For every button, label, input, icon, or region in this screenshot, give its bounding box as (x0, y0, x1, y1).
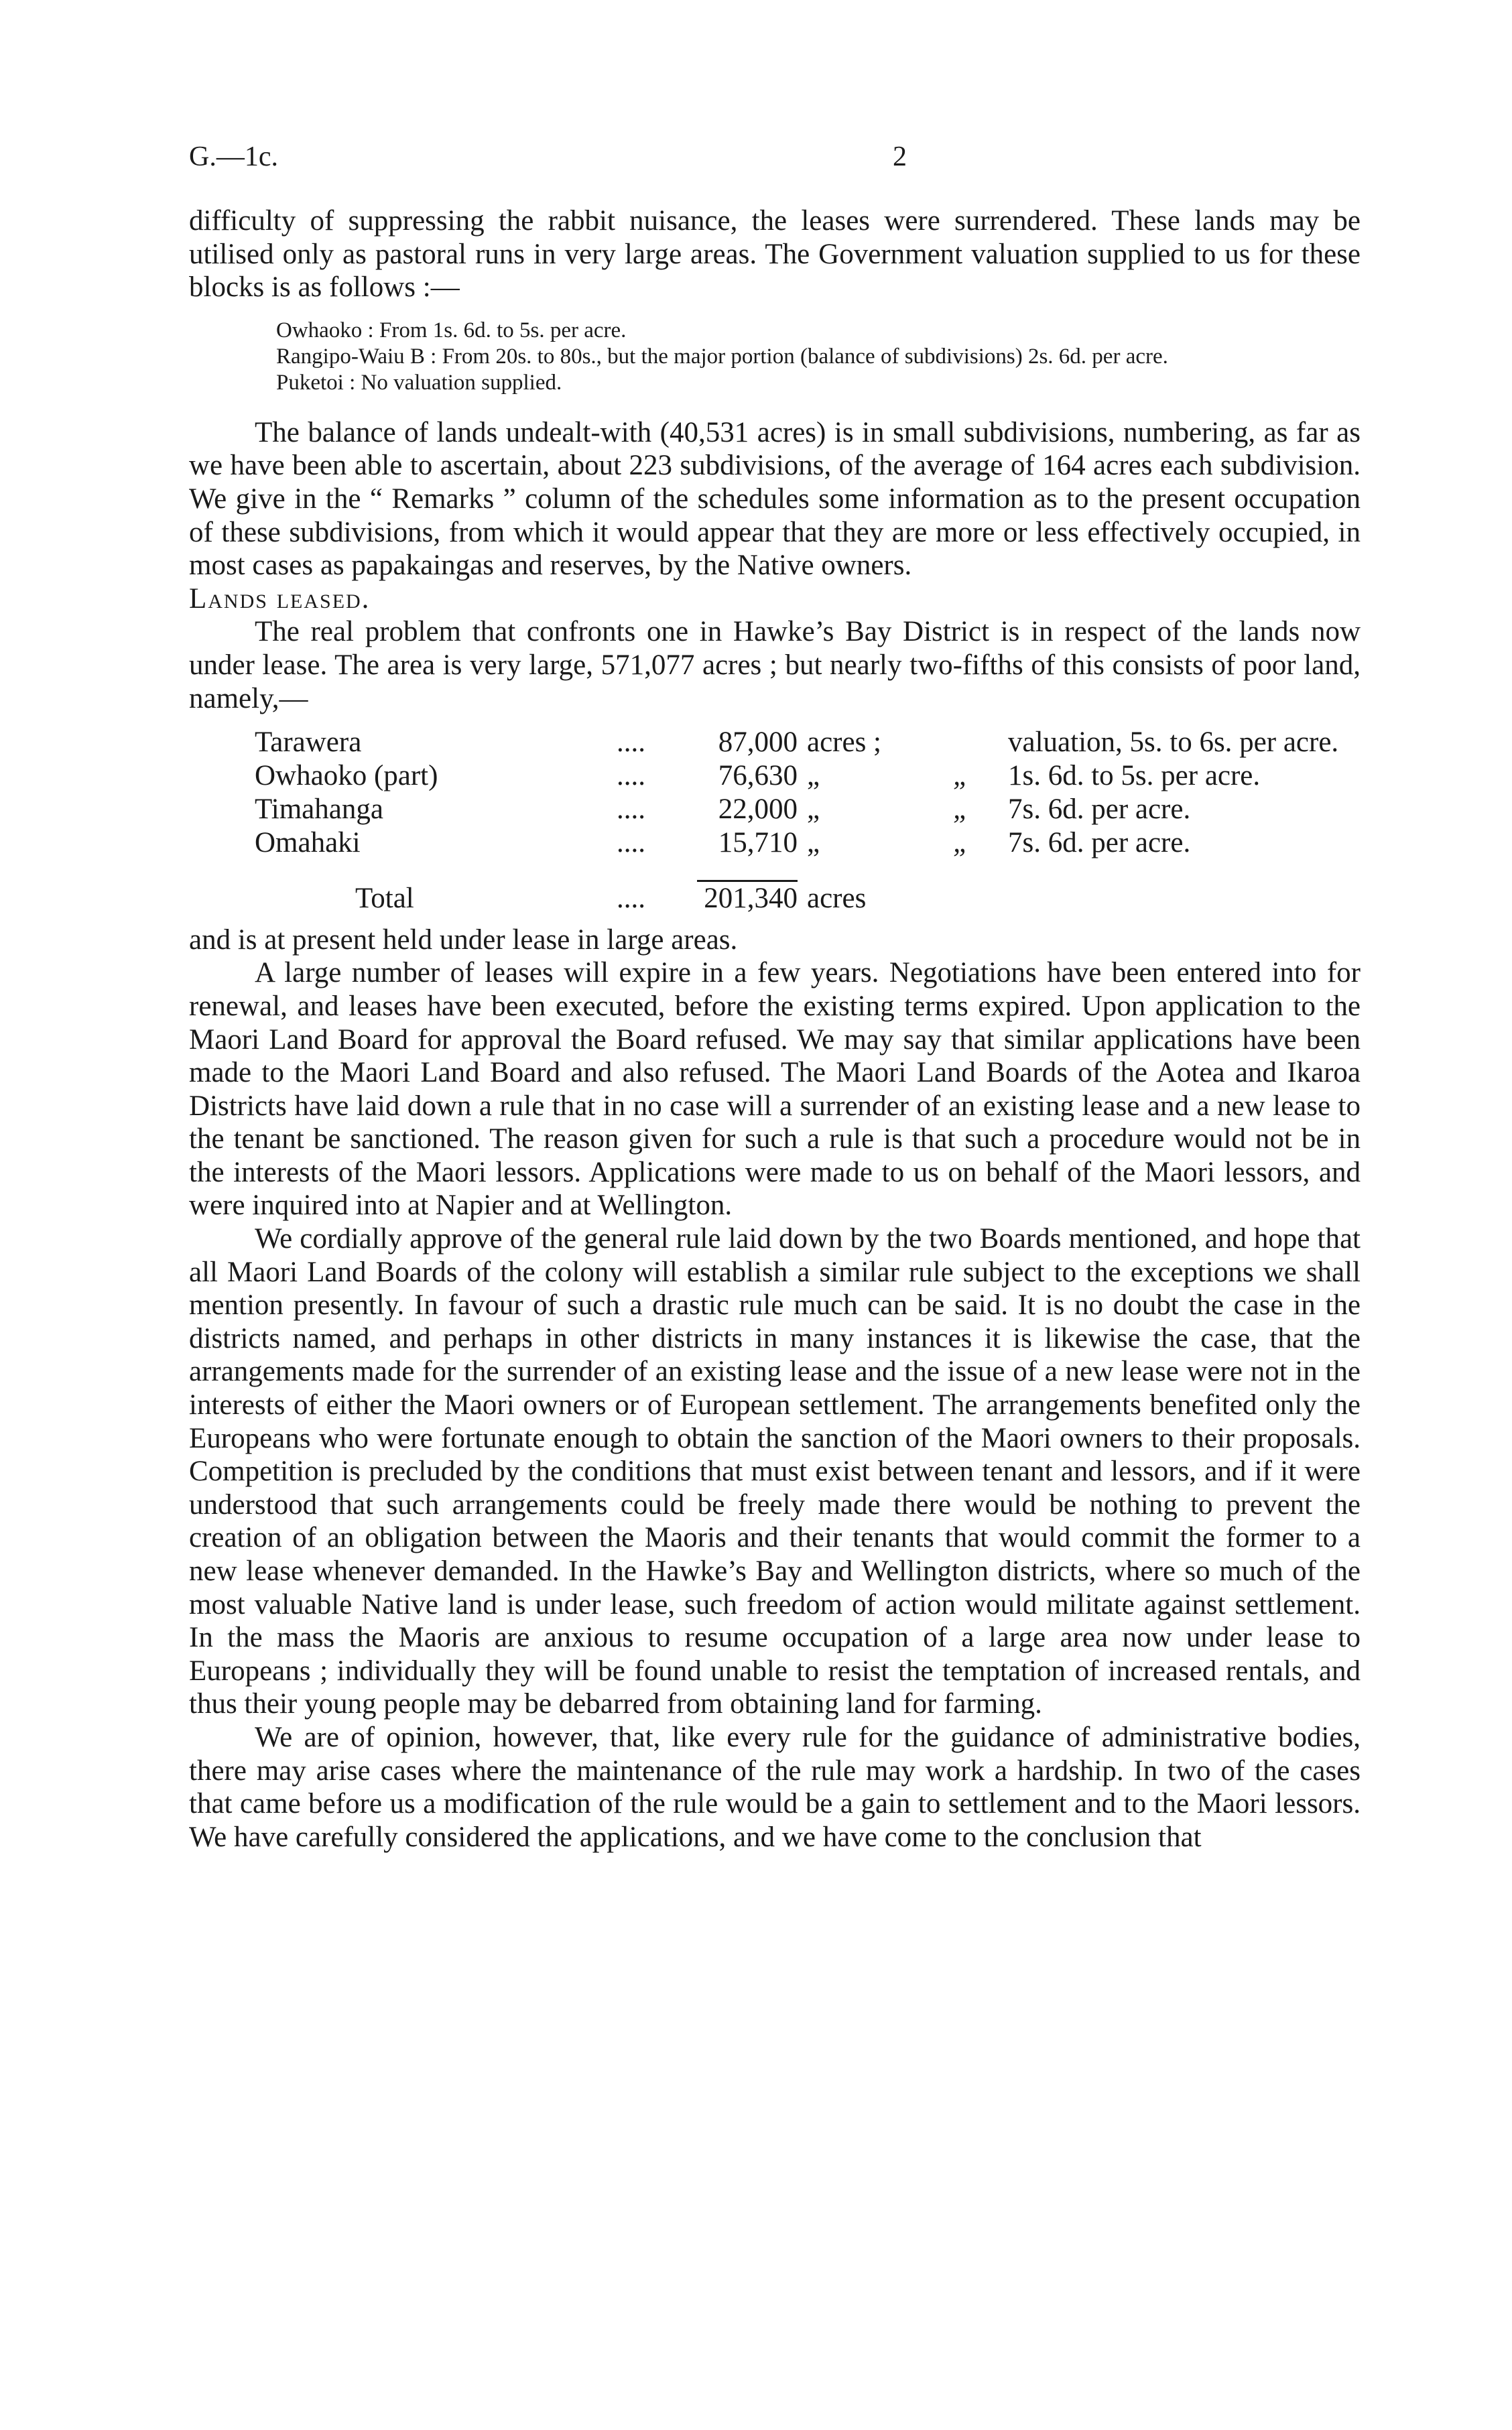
paragraph-general-rule: We cordially approve of the general rule laid down by the two Boards mentioned, and hope that all Maori Land Boards of the colony will establish a similar rule subject to the exceptions we shall mention presently. In favour of such a drastic rule much can be said. It is no doubt the case in the districts named, and perhaps in other districts in many instances it is likewise the case, that the arrangements made for the surrender of an existing lease and the issue of a new lease were not in the interests of either the Maori owners or of European settlement. The arrangements benefited only the Europeans who were fortunate enough to obtain the sanction of the Maori owners to their proposals. Competition is precluded by the conditions that must exist between tenant and lessors, and if it were understood that such arrangements could be freely made there would be nothing to prevent the creation of an obligation between the Maoris and their tenants that would commit the former to a new lease whenever demanded. In the Hawke’s Bay and Wellington districts, where so much of the most valuable Native land is under lease, such freedom of action would militate against settlement. In the mass the Maoris are anxious to resume occupation of a large area now under lease to Europeans ; individually they will be found unable to resist the temptation of increased rentals, and thus their young people may be debarred from obtaining land for farming. (189, 1223, 1361, 1720)
acres-unit: „ (807, 760, 820, 792)
table-row (255, 793, 1338, 826)
leader-dots: .... (617, 883, 645, 915)
ditto-mark: „ (953, 827, 969, 859)
page-number: 2 (893, 141, 907, 172)
block-valuation: valuation, 5s. to 6s. per acre. (1008, 726, 1339, 759)
section-heading: Lands leased. (189, 582, 371, 615)
table-row (255, 759, 1338, 793)
ditto-mark: „ (953, 793, 969, 826)
paragraph-leases-expire: A large number of leases will expire in a few years. Negotiations have been entered into for renewal, and leases have been executed, before the existing terms expired. Upon application to the Maori Land Board for approval the Board refused. We may say that similar applications have been made to the Maori Land Board and also refused. The Maori Land Boards of the Aotea and Ikaroa Districts have laid down a rule that in no case will a surrender of an existing lease and a new lease to the tenant be sanctioned. The reason given for such a rule is that such a procedure would not be in the interests of the Maori lessors. Applications were made to us on behalf of the Maori lessors, and were inquired into at Napier and at Wellington. (189, 957, 1361, 1222)
total-label: Total (355, 883, 414, 915)
block-acres: 22,000 (718, 793, 798, 826)
block-acres: 87,000 (718, 726, 798, 759)
valuation-item: Rangipo-Waiu B : From 20s. to 80s., but the major portion (balance of subdivisions) 2s. 6d. per acre. (276, 344, 1168, 369)
leader-dots: .... (617, 793, 645, 826)
total-unit: acres (807, 883, 867, 915)
leader-dots: .... (617, 827, 645, 859)
block-acres: 76,630 (718, 760, 798, 792)
paragraph-undealt-lands: The balance of lands undealt-with (40,531 acres) is in small subdivisions, numbering, as far as we have been able to ascertain, about 223 subdivisions, of the average of 164 acres each subdivision. We give in the “ Remarks ” column of the schedules some information as to the present occupation of these subdivisions, from which it would appear that they are more or less effectively occupied, in most cases as papakaingas and reserves, by the Native owners. (189, 416, 1361, 582)
page-body (189, 204, 1361, 1854)
total-rule (697, 880, 798, 882)
page-header (189, 141, 1362, 181)
ditto-mark (921, 726, 1001, 759)
block-name: Tarawera (255, 726, 362, 759)
leader-dots: .... (617, 760, 645, 792)
acres-unit: „ (807, 793, 820, 826)
table-total-row (255, 860, 1338, 915)
leader-dots: .... (617, 726, 645, 759)
total-acres-value: 201,340 (704, 883, 798, 915)
paragraph-continuation: difficulty of suppressing the rabbit nuisance, the leases were surrendered. These lands may be utilised only as pastoral runs in very large areas. The Government valuation supplied to us for these blocks is as follows :— (189, 205, 1361, 304)
valuation-list (189, 318, 1361, 396)
table-row (255, 826, 1338, 860)
block-valuation: 1s. 6d. to 5s. per acre. (1008, 760, 1261, 792)
block-name: Owhaoko (part) (255, 760, 438, 792)
total-acres (697, 860, 798, 915)
ditto-mark: „ (953, 760, 969, 792)
block-valuation: 7s. 6d. per acre. (1008, 793, 1191, 826)
lease-table (255, 726, 1338, 915)
block-acres: 15,710 (718, 827, 798, 859)
valuation-item: Owhaoko : From 1s. 6d. to 5s. per acre. (276, 318, 627, 342)
block-name: Omahaki (255, 827, 361, 859)
paragraph-after-table: and is at present held under lease in large areas. (189, 923, 738, 956)
paragraph-lands-leased: The real problem that confronts one in Hawke’s Bay District is in respect of the lands now under lease. The area is very large, 571,077 acres ; but nearly two-fifths of this consists of poor land, namely,— (189, 616, 1361, 714)
valuation-item: Puketoi : No valuation supplied. (276, 370, 562, 395)
document-code: G.—1c. (189, 141, 278, 172)
acres-unit: „ (807, 827, 820, 859)
block-name: Timahanga (255, 793, 383, 826)
paragraph-opinion: We are of opinion, however, that, like every rule for the guidance of administrative bodies, there may arise cases where the maintenance of the rule may work a hardship. In two of the cases that came before us a modification of the rule would be a gain to settlement and to the Maori lessors. We have carefully considered the applications, and we have come to the conclusion that (189, 1721, 1361, 1853)
table-row (255, 726, 1338, 759)
block-valuation: 7s. 6d. per acre. (1008, 827, 1191, 859)
acres-unit: acres ; (807, 726, 882, 759)
